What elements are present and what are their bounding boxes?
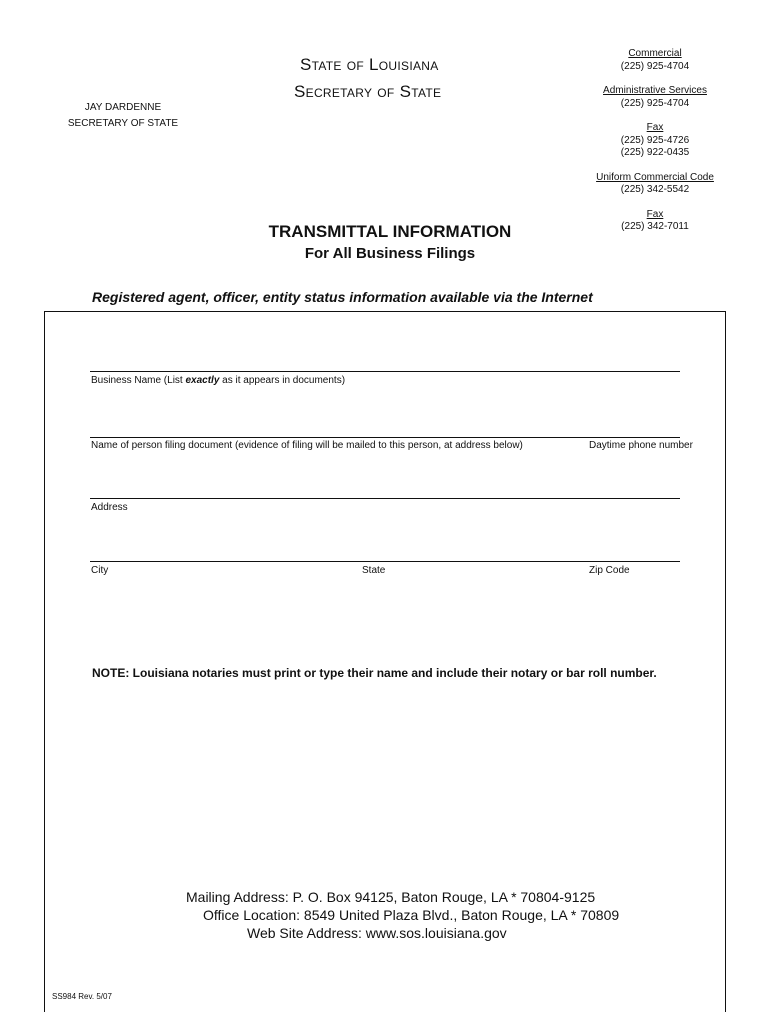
filer-name-label: Name of person filing document (evidence of filing will be mailed to this person, at address below) xyxy=(91,440,523,451)
form-subtitle: For All Business Filings xyxy=(304,245,476,262)
contact-ucc xyxy=(580,172,730,197)
contact-ucc-fax xyxy=(580,209,730,234)
business-name-label-post: as it appears in documents) xyxy=(219,375,346,386)
contact-number: (225) 342-7011 xyxy=(621,221,689,232)
contact-label: Uniform Commercial Code xyxy=(596,171,714,183)
contact-number: (225) 922-0435 xyxy=(620,147,690,158)
contact-label: Commercial xyxy=(628,48,682,59)
contact-number: (225) 925-4704 xyxy=(620,97,690,109)
mailing-address: Mailing Address: P. O. Box 94125, Baton Rouge, LA * 70804-9125 xyxy=(186,889,596,905)
address-label: Address xyxy=(91,502,128,513)
office-title-text: Secretary of State xyxy=(294,82,442,101)
zip-label: Zip Code xyxy=(589,565,630,576)
state-label: State xyxy=(362,565,386,576)
city-label: City xyxy=(91,565,109,576)
website-address: Web Site Address: www.sos.louisiana.gov xyxy=(247,925,507,941)
office-location: Office Location: 8549 United Plaza Blvd., Baton Rouge, LA * 70809 xyxy=(203,907,620,923)
official-block xyxy=(60,100,186,132)
internet-note: Registered agent, officer, entity status information available via the Internet xyxy=(92,289,593,305)
official-name: JAY DARDENNE xyxy=(84,102,162,113)
footer-addresses xyxy=(150,888,620,942)
contact-commercial xyxy=(580,48,730,73)
contact-label: Fax xyxy=(646,122,664,133)
address-field[interactable] xyxy=(90,498,680,499)
state-title-text: State of Louisiana xyxy=(300,55,439,74)
contact-label: Administrative Services xyxy=(603,85,707,96)
contact-label: Fax xyxy=(646,208,664,220)
contact-number: (225) 925-4726 xyxy=(620,134,690,146)
contact-administrative xyxy=(580,85,730,110)
form-title: TRANSMITTAL INFORMATION xyxy=(268,222,512,241)
notary-note: NOTE: Louisiana notaries must print or type their name and include their notary or bar roll number. xyxy=(92,666,657,680)
contact-fax xyxy=(580,122,730,160)
contact-number: (225) 925-4704 xyxy=(620,60,690,72)
contact-list xyxy=(580,48,730,246)
revision-code: SS984 Rev. 5/07 xyxy=(52,992,112,1001)
business-name-label-pre: Business Name (List xyxy=(91,375,186,386)
official-title: SECRETARY OF STATE xyxy=(67,118,179,129)
business-name-field[interactable] xyxy=(90,371,680,372)
filer-name-field[interactable] xyxy=(90,437,680,438)
office-title xyxy=(294,82,441,102)
phone-label: Daytime phone number xyxy=(589,440,693,451)
business-name-label xyxy=(91,375,345,386)
business-name-label-em: exactly xyxy=(185,375,220,386)
state-title xyxy=(300,55,439,75)
city-state-zip-field[interactable] xyxy=(90,561,680,562)
contact-number: (225) 342-5542 xyxy=(620,184,690,195)
